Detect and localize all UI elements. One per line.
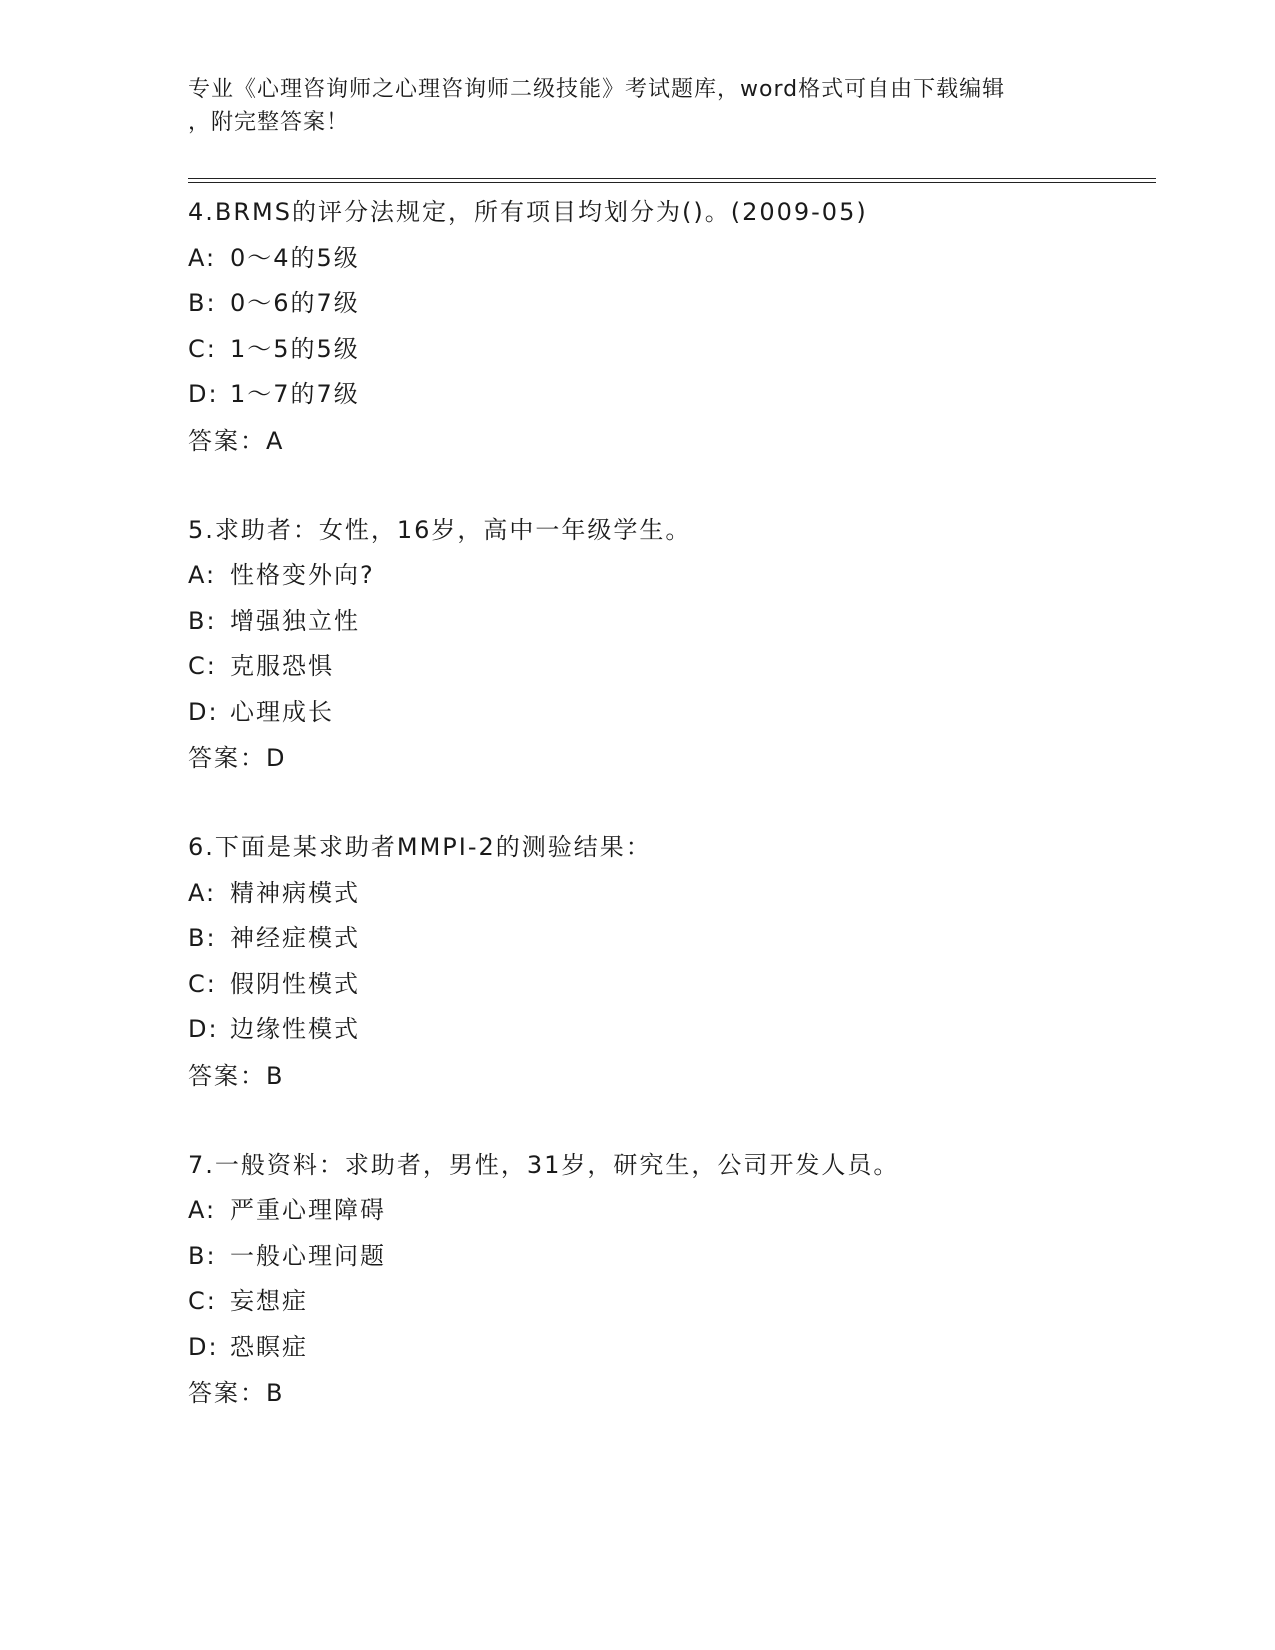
answer-line: 答案：B: [188, 1379, 285, 1407]
option-c: [188, 644, 1148, 690]
option-text: 精神病模式: [230, 878, 360, 907]
option-key: B:: [188, 1241, 217, 1270]
option-c: [188, 1279, 1148, 1325]
question-title: 7.一般资料：求助者，男性，31岁，研究生，公司开发人员。: [188, 1150, 900, 1179]
document-header: [188, 73, 1088, 139]
option-a: [188, 553, 1148, 599]
header-divider: [188, 178, 1156, 183]
question-7: [188, 1143, 1148, 1417]
option-b: [188, 599, 1148, 645]
header-line-2: ，附完整答案！: [188, 110, 350, 135]
question-4: [188, 190, 1148, 464]
option-c: [188, 962, 1148, 1008]
option-key: C:: [188, 969, 217, 998]
option-text: 边缘性模式: [230, 1015, 360, 1043]
option-key: D:: [188, 1015, 219, 1043]
option-d: [188, 1007, 1148, 1053]
option-key: B:: [188, 289, 217, 317]
option-key: A:: [188, 878, 217, 907]
option-d: [188, 1325, 1148, 1371]
option-key: D:: [188, 380, 219, 408]
option-key: A:: [188, 1196, 217, 1224]
option-text: 恐瞑症: [230, 1332, 308, 1361]
option-text: 0～6的7级: [230, 289, 360, 317]
question-title: 5.求助者：女性，16岁，高中一年级学生。: [188, 515, 692, 544]
option-key: C:: [188, 652, 217, 680]
option-a: [188, 1188, 1148, 1234]
option-text: 性格变外向?: [230, 561, 375, 589]
option-key: A:: [188, 243, 217, 272]
option-d: [188, 372, 1148, 418]
question-title: 4.BRMS的评分法规定，所有项目均划分为()。(2009-05): [188, 198, 868, 226]
option-key: B:: [188, 924, 217, 952]
option-text: 克服恐惧: [230, 652, 334, 680]
question-list: [188, 190, 1148, 1460]
option-b: [188, 916, 1148, 962]
option-a: [188, 236, 1148, 282]
option-b: [188, 281, 1148, 327]
answer-line: 答案：A: [188, 426, 285, 455]
option-key: C:: [188, 334, 217, 363]
option-c: [188, 327, 1148, 373]
option-a: [188, 871, 1148, 917]
option-text: 一般心理问题: [230, 1241, 386, 1270]
option-text: 1～7的7级: [230, 380, 360, 408]
option-text: 增强独立性: [230, 606, 360, 635]
option-b: [188, 1234, 1148, 1280]
option-text: 0～4的5级: [230, 243, 360, 272]
option-text: 神经症模式: [230, 924, 360, 952]
header-line-1: 专业《心理咨询师之心理咨询师二级技能》考试题库，word格式可自由下载编辑: [188, 77, 1006, 102]
option-text: 严重心理障碍: [230, 1196, 386, 1224]
question-5: [188, 508, 1148, 782]
option-d: [188, 690, 1148, 736]
option-key: B:: [188, 606, 217, 635]
question-title: 6.下面是某求助者MMPI-2的测验结果：: [188, 833, 652, 861]
question-6: [188, 825, 1148, 1099]
option-key: A:: [188, 561, 217, 589]
answer-line: 答案：D: [188, 744, 287, 772]
answer-line: 答案：B: [188, 1061, 285, 1090]
option-text: 心理成长: [230, 697, 334, 726]
option-text: 妄想症: [230, 1287, 308, 1315]
option-key: D:: [188, 697, 219, 726]
option-text: 假阴性模式: [230, 969, 360, 998]
option-text: 1～5的5级: [230, 334, 360, 363]
option-key: D:: [188, 1332, 219, 1361]
option-key: C:: [188, 1287, 217, 1315]
